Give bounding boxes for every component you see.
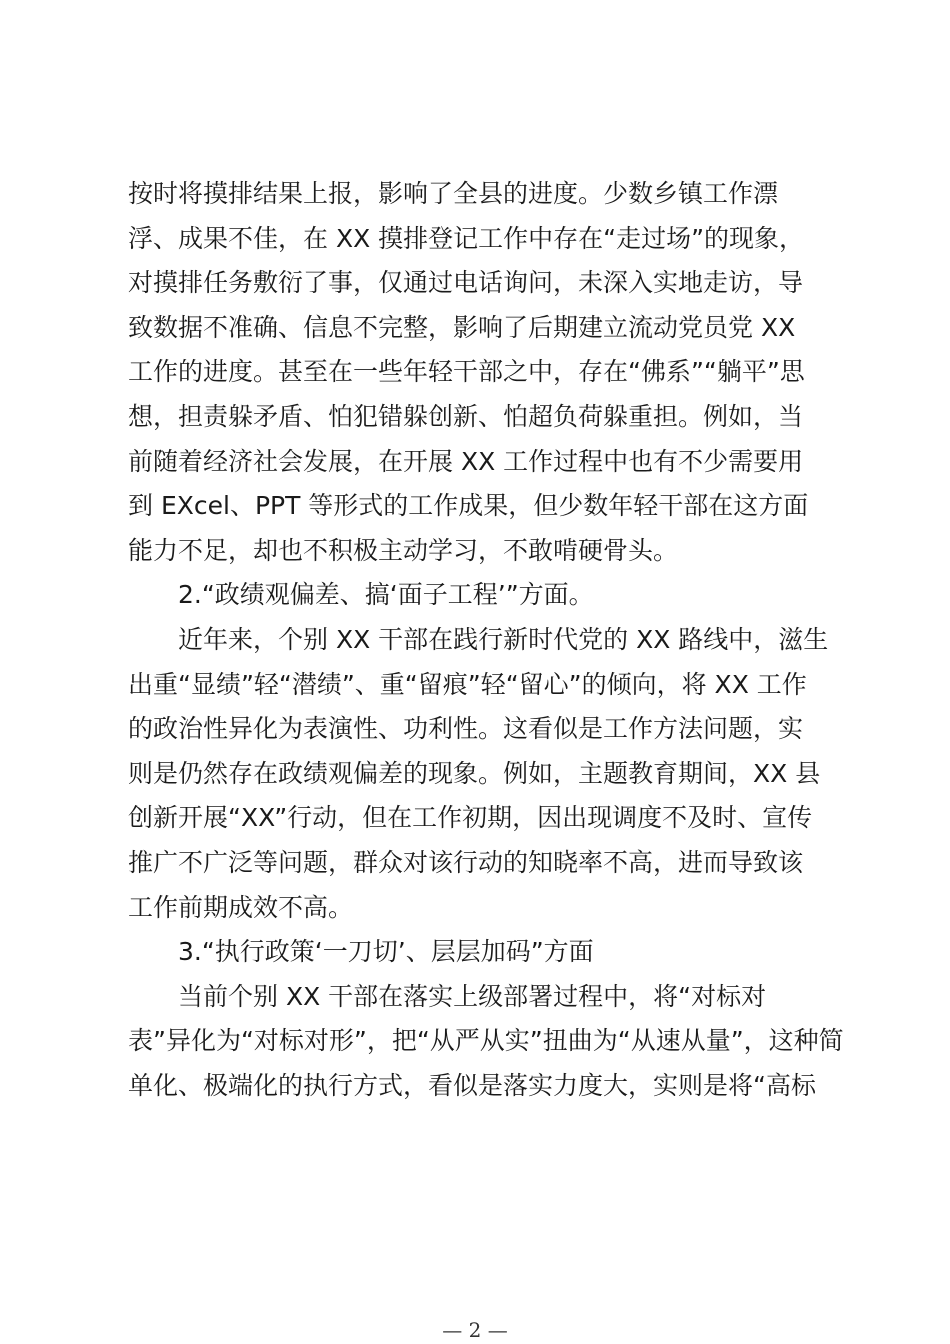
text-line: 出重“显绩”轻“潜绩”、重“留痕”轻“留心”的倾向，将 XX 工作 [128,669,807,699]
text-line: 工作前期成效不高。 [128,892,354,922]
text-line: 则是仍然存在政绩观偏差的现象。例如，主题教育期间，XX 县 [128,758,821,788]
text-line: 致数据不准确、信息不完整，影响了后期建立流动党员党 XX [128,312,796,342]
text-line: 推广不广泛等问题，群众对该行动的知晓率不高，进而导致该 [128,847,804,877]
text-line: 对摸排任务敷衍了事，仅通过电话询问，未深入实地走访，导 [128,268,804,298]
text-line: 单化、极端化的执行方式，看似是落实力度大，实则是将“高标 [128,1070,816,1100]
text-line: 近年来，个别 XX 干部在践行新时代党的 XX 路线中，滋生 [178,624,829,654]
text-line: 按时将摸排结果上报，影响了全县的进度。少数乡镇工作漂 [128,179,779,208]
text-line: 2.“政绩观偏差、搞‘面子工程’”方面。 [178,580,594,610]
text-line: 到 EXcel、PPT 等形式的工作成果，但少数年轻干部在这方面 [128,491,809,521]
text-line: 当前个别 XX 干部在落实上级部署过程中，将“对标对 [178,981,767,1011]
page-number: — 2 — [442,1318,508,1342]
text-line: 的政治性异化为表演性、功利性。这看似是工作方法问题，实 [128,714,804,744]
text-line: 工作的进度。甚至在一些年轻干部之中，存在“佛系”“躺平”思 [128,357,805,387]
text-line: 浮、成果不佳，在 XX 摸排登记工作中存在“走过场”的现象， [128,223,805,253]
document-body [128,172,844,1108]
text-line: 创新开展“XX”行动，但在工作初期，因出现调度不及时、宣传 [128,803,813,833]
text-line: 想，担责躲矛盾、怕犯错躲创新、怕超负荷躲重担。例如，当 [128,401,804,431]
text-line: 能力不足，却也不积极主动学习，不敢啃硬骨头。 [128,535,679,565]
text-line: 表”异化为“对标对形”，把“从严从实”扭曲为“从速从量”，这种简 [128,1026,844,1056]
text-line: 3.“执行政策‘一刀切’、层层加码”方面 [178,937,594,967]
text-line: 前随着经济社会发展，在开展 XX 工作过程中也有不少需要用 [128,446,804,476]
